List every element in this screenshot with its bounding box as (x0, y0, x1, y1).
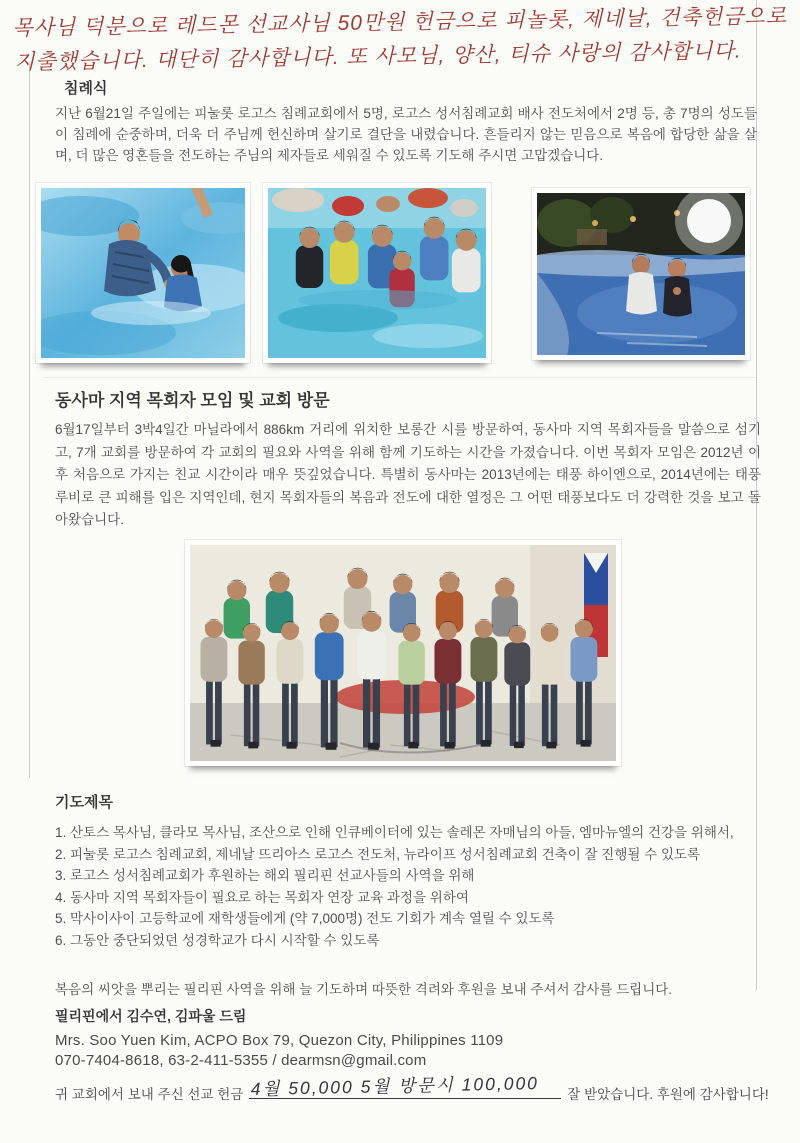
prayer-list (55, 822, 767, 951)
scan-edge-left (29, 62, 30, 778)
prayer-item: 3. 로고스 성서침례교회가 후원하는 해외 필리핀 선교사들의 사역을 위해 (55, 868, 475, 883)
prayer-item: 4. 동사마 지역 목회자들이 필요로 하는 목회자 연장 교육 과정을 위하여 (55, 889, 469, 905)
donation-handwritten-amount: 4월 50,000 5월 방문시 100,000 (250, 1072, 540, 1100)
donation-blank-line (249, 1072, 561, 1100)
signature-line: 필리핀에서 김수연, 김파울 드림 (55, 1008, 247, 1024)
baptism-photo-1 (36, 183, 250, 363)
donation-prefix: 귀 교회에서 보내 주신 선교 헌금 (55, 1087, 244, 1102)
meeting-section-title: 동사마 지역 목회자 모임 및 교회 방문 (55, 391, 330, 410)
prayer-item: 1. 산토스 목사님, 클라모 목사님, 조산으로 인해 인큐베이터에 있는 솔레몬 자매님의 아들, 엠마뉴엘의 건강을 위해서, (55, 825, 734, 840)
closing-remark: 복음의 씨앗을 뿌리는 필리핀 사역을 위해 늘 기도하며 따뜻한 격려와 후원을 보내 주셔서 감사를 드립니다. (55, 982, 673, 997)
baptism-section-title: 침례식 (64, 80, 108, 97)
baptism-photo-3 (532, 188, 750, 360)
background-swimmer-red (332, 196, 364, 216)
baptism-photo-2 (263, 183, 491, 363)
pastors-group-photo (185, 540, 621, 766)
contact-line: 070-7404-8618, 63-2-411-5355 / dearmsn@gmail.com (55, 1052, 427, 1069)
handwritten-note-line-1: 목사님 덕분으로 레드몬 선교사님 50만원 헌금으로 피놀롯, 제네날, 건축헌금으로 (12, 4, 788, 40)
donation-receipt-line (55, 1072, 769, 1103)
meeting-section-body: 6월17일부터 3박4일간 마닐라에서 886km 거리에 위치한 보롱간 시를 방문하여, 동사마 지역 목회자들을 말씀으로 섬기고, 7개 교회를 방문하여 각 교회의 필요와 사역을 위해 함께 기도하는 시간을 가졌습니다. 이번 목회자 모임은 2012년 이후 처음으로 가지는 친교 시간이라 매우 뜻깊었습니다. 특별히 동사마는 2013년에는 태풍 하이엔으로, 2014년에는 태풍 루비로 큰 피해를 입은 지역인데, 현지 목회자들의 복음과 전도에 대한 열정은 그 어떤 태풍보다도 더 강력한 것을 보고 돌아왔습니다. (55, 422, 761, 527)
scan-fold-line (43, 377, 757, 378)
prayer-item: 6. 그동안 중단되었던 성경학교가 다시 시작할 수 있도록 (55, 932, 380, 948)
handwritten-note-line-2: 지출했습니다. 대단히 감사합니다. 또 사모님, 양산, 티슈 사랑의 감사합니다. (14, 39, 742, 74)
donation-suffix: 잘 받았습니다. 후원에 감사합니다! (567, 1087, 769, 1102)
prayer-section-title: 기도제목 (55, 794, 113, 811)
prayer-item: 2. 피눌롯 로고스 침례교회, 제네날 뜨리아스 로고스 전도처, 뉴라이프 성서침례교회 건축이 잘 진행될 수 있도록 (55, 846, 701, 862)
prayer-item: 5. 막사이사이 고등학교에 재학생들에게 (약 7,000명) 전도 기회가 계속 열릴 수 있도록 (55, 911, 555, 926)
address-line: Mrs. Soo Yuen Kim, ACPO Box 79, Quezon City, Philippines 1109 (55, 1032, 504, 1049)
baptism-section-body: 지난 6월21일 주일에는 피눌롯 로고스 침례교회에서 5명, 로고스 성서침례교회 배사 전도처에서 2명 등, 총 7명의 성도들이 침례에 순중하며, 더욱 더 주님께 헌신하며 살기로 결단을 내렸습니다. 흔들리지 않는 믿음으로 복음에 합당한 삶을 살며, 더 많은 영혼들을 전도하는 주님의 제자들로 세워질 수 있도록 기도해 주시면 고맙겠습니다. (55, 106, 757, 163)
